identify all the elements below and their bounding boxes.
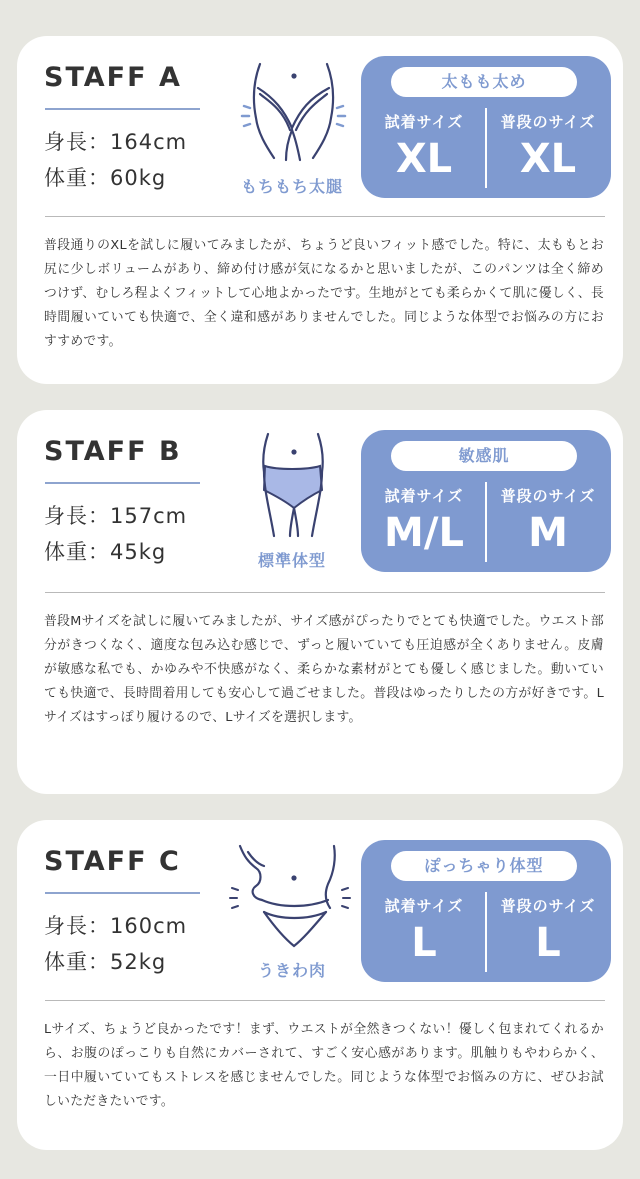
staff-height: 身長：160cm (44, 914, 188, 938)
standard-figure-icon (222, 432, 362, 542)
usual-size-value: M (528, 510, 568, 556)
staff-name: STAFF C (44, 846, 181, 877)
tried-size-value: M/L (384, 510, 464, 556)
divider (45, 216, 605, 217)
staff-name: STAFF A (44, 62, 182, 93)
waist-figure-icon (222, 842, 362, 952)
body-type-label: もちもち太腿 (240, 177, 343, 196)
staff-weight: 体重：60kg (44, 166, 167, 190)
feature-badge: ぽっちゃり体型 (391, 851, 577, 881)
staff-weight: 体重：52kg (44, 950, 167, 974)
staff-card-c (17, 820, 623, 1150)
staff-comment: Lサイズ、ちょうど良かったです！まず、ウエストが全然きつくない！優しく包まれてくれるから、お腹のぽっこりも自然にカバーされて、すごく安心感があります。肌触りもやわらかく、一日中履いていてもストレスを感じませんでした。同じような体型でお悩みの方に、ぜひお試しいただきたいです。 (44, 1022, 604, 1109)
staff-weight: 体重：45kg (44, 540, 167, 564)
feature-badge: 太もも太め (391, 67, 577, 97)
feature-badge: 敏感肌 (391, 441, 577, 471)
staff-card-b (17, 410, 623, 794)
tried-size-value: L (411, 920, 437, 966)
figure-illustration (222, 432, 362, 570)
staff-name: STAFF B (44, 436, 182, 467)
body-type-label: 標準体型 (257, 551, 326, 570)
figure-illustration (222, 842, 362, 980)
size-panel (361, 430, 611, 572)
name-underline (45, 892, 200, 894)
name-underline (45, 108, 200, 110)
figure-illustration (222, 58, 362, 196)
staff-card-a (17, 36, 623, 384)
staff-comment: 普段通りのXLを試しに履いてみましたが、ちょうど良いフィット感でした。特に、太ももとお尻に少しボリュームがあり、締め付け感が気になるかと思いましたが、このパンツは全く締めつけず、むしろ程よくフィットして心地よかったです。生地がとても柔らかくて肌に優しく、長時間履いていても快適で、全く違和感がありませんでした。同じような体型でお悩みの方におすすめです。 (44, 238, 604, 349)
divider (45, 1000, 605, 1001)
size-panel (361, 56, 611, 198)
divider (45, 592, 605, 593)
usual-size-label: 普段のサイズ (500, 487, 596, 505)
tried-size-value: XL (395, 136, 453, 182)
usual-size-label: 普段のサイズ (500, 113, 596, 131)
tried-size-label: 試着サイズ (384, 897, 464, 915)
tried-size-label: 試着サイズ (384, 113, 464, 131)
staff-height: 身長：164cm (44, 130, 188, 154)
usual-size-label: 普段のサイズ (500, 897, 596, 915)
staff-height: 身長：157cm (44, 504, 188, 528)
tried-size-label: 試着サイズ (384, 487, 464, 505)
usual-size-value: XL (519, 136, 577, 182)
name-underline (45, 482, 200, 484)
size-panel (361, 840, 611, 982)
staff-comment: 普段Mサイズを試しに履いてみましたが、サイズ感がぴったりでとても快適でした。ウエスト部分がきつくなく、適度な包み込む感じで、ずっと履いていても圧迫感が全くありません。皮膚が敏感な私でも、かゆみや不快感がなく、柔らかな素材がとても優しく感じました。動いていても快適で、長時間着用しても安心して過ごせました。普段はゆったりしたの方が好きです。Lサイズはすっぽり履けるので、Lサイズを選択します。 (44, 614, 604, 725)
thigh-figure-icon (222, 58, 362, 168)
body-type-label: うきわ肉 (257, 961, 326, 980)
usual-size-value: L (535, 920, 561, 966)
